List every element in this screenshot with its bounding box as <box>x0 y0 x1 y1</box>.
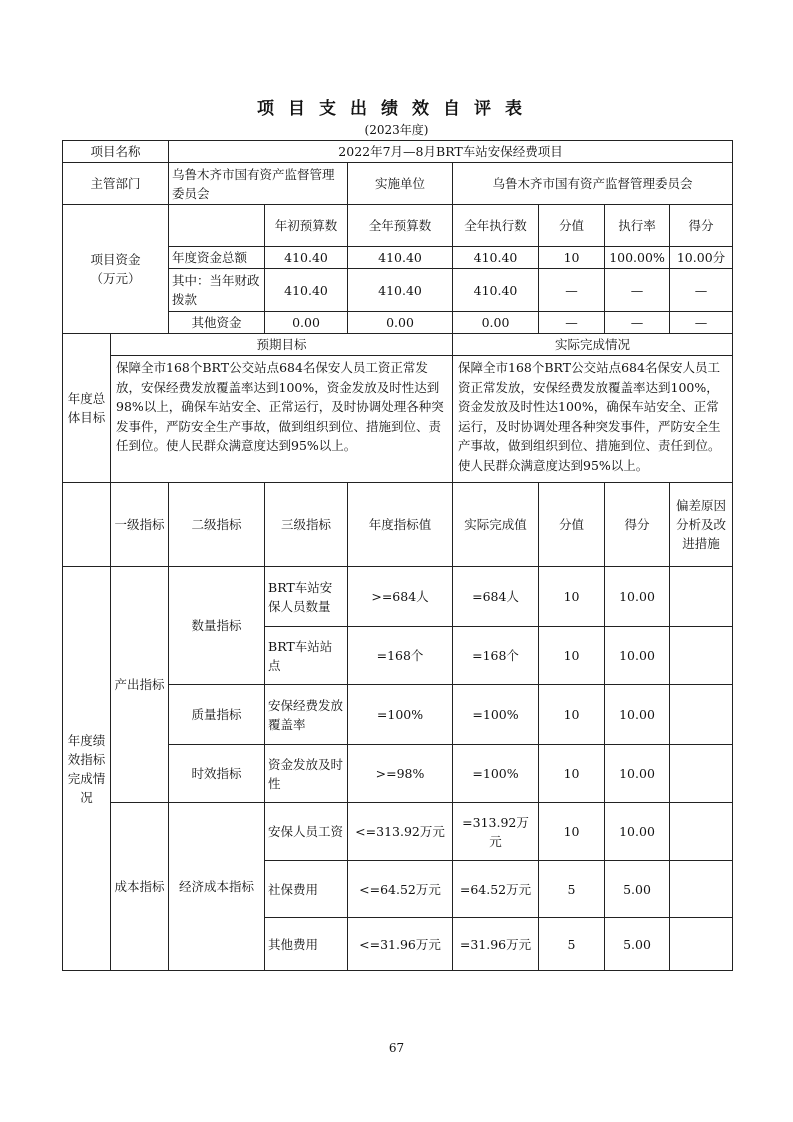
indicator-name: 资金发放及时性 <box>265 745 348 803</box>
indicator-name: 社保费用 <box>265 861 348 918</box>
level2-quality: 质量指标 <box>169 685 265 745</box>
funds-header: 执行率 <box>605 205 670 247</box>
funds-cell: 410.40 <box>348 247 453 269</box>
indicator-actual: =31.96万元 <box>453 918 539 971</box>
indicator-note <box>670 861 733 918</box>
indicator-score: 10.00 <box>605 627 670 685</box>
indicator-header: 得分 <box>605 483 670 567</box>
year-subtitle: (2023年度) <box>364 123 429 137</box>
funds-cell: — <box>539 269 605 312</box>
funds-cell: 410.40 <box>348 269 453 312</box>
actual-goal-header: 实际完成情况 <box>453 334 733 356</box>
project-name-label: 项目名称 <box>63 141 169 163</box>
indicator-target: =100% <box>348 685 453 745</box>
impl-label: 实施单位 <box>348 163 453 205</box>
level1-cost: 成本指标 <box>111 803 169 971</box>
indicator-actual: =100% <box>453 685 539 745</box>
funds-cell: — <box>605 312 670 334</box>
funds-cell: 100.00% <box>605 247 670 269</box>
indicator-header: 三级指标 <box>265 483 348 567</box>
funds-row-label: 其他资金 <box>169 312 265 334</box>
indicator-name: 安保人员工资 <box>265 803 348 861</box>
indicator-header: 年度指标值 <box>348 483 453 567</box>
indicator-note <box>670 918 733 971</box>
level2-quantity: 数量指标 <box>169 567 265 685</box>
indicator-target: >=98% <box>348 745 453 803</box>
indicator-target: <=64.52万元 <box>348 861 453 918</box>
indicator-score: 5.00 <box>605 918 670 971</box>
indicator-score: 10.00 <box>605 803 670 861</box>
funds-cell: 410.40 <box>453 247 539 269</box>
funds-cell: — <box>670 269 733 312</box>
expected-goal-text: 保障全市168个BRT公交站点684名保安人员工资正常发放，安保经费发放覆盖率达到100%，资金发放及时性达到98%以上，确保车站安全、正常运行，及时协调处理各种突发事件，严防安全生产事故，做到组织到位、措施到位、责任到位。使人民群众满意度达到95%以上。 <box>111 356 453 483</box>
indicator-note <box>670 803 733 861</box>
funds-header: 全年执行数 <box>453 205 539 247</box>
funds-row-label: 其中：当年财政拨款 <box>169 269 265 312</box>
funds-cell: 410.40 <box>265 269 348 312</box>
level2-timeliness: 时效指标 <box>169 745 265 803</box>
funds-cell: 10.00分 <box>670 247 733 269</box>
indicator-name: 其他费用 <box>265 918 348 971</box>
indicator-note <box>670 745 733 803</box>
indicator-actual: =168个 <box>453 627 539 685</box>
indicator-note <box>670 685 733 745</box>
indicator-score: 10.00 <box>605 685 670 745</box>
indicator-header-blank <box>63 483 111 567</box>
indicator-actual: =684人 <box>453 567 539 627</box>
indicator-name: BRT车站站点 <box>265 627 348 685</box>
indicators-section-label: 年度绩效指标完成情况 <box>63 567 111 971</box>
indicator-score-value: 5 <box>539 918 605 971</box>
page-title: 项目支出绩效自评表 <box>257 99 536 119</box>
dept-value: 乌鲁木齐市国有资产监督管理委员会 <box>169 163 348 205</box>
indicator-name: 安保经费发放覆盖率 <box>265 685 348 745</box>
indicator-header: 偏差原因分析及改进措施 <box>670 483 733 567</box>
expected-goal-header: 预期目标 <box>111 334 453 356</box>
indicator-score: 10.00 <box>605 745 670 803</box>
funds-cell: 10 <box>539 247 605 269</box>
indicator-score-value: 10 <box>539 567 605 627</box>
level1-output: 产出指标 <box>111 567 169 803</box>
funds-header: 得分 <box>670 205 733 247</box>
funds-cell: — <box>670 312 733 334</box>
indicator-score: 10.00 <box>605 567 670 627</box>
performance-table <box>62 140 733 971</box>
funds-cell: 0.00 <box>265 312 348 334</box>
actual-goal-text: 保障全市168个BRT公交站点684名保安人员工资正常发放，安保经费发放覆盖率达到100%，资金发放及时性达100%，确保车站安全、正常运行，及时协调处理各种突发事件，严防安全生产事故，做到组织到位、措施到位、责任到位。使人民群众满意度达到95%以上。 <box>453 356 733 483</box>
funds-cell: — <box>539 312 605 334</box>
indicator-name: BRT车站安保人员数量 <box>265 567 348 627</box>
funds-cell: 0.00 <box>453 312 539 334</box>
indicator-actual: =64.52万元 <box>453 861 539 918</box>
funds-header: 年初预算数 <box>265 205 348 247</box>
goals-label: 年度总体目标 <box>63 334 111 483</box>
funds-cell: — <box>605 269 670 312</box>
funds-cell: 0.00 <box>348 312 453 334</box>
indicator-note <box>670 567 733 627</box>
dept-label: 主管部门 <box>63 163 169 205</box>
indicator-target: <=313.92万元 <box>348 803 453 861</box>
indicator-score-value: 10 <box>539 745 605 803</box>
indicator-header: 实际完成值 <box>453 483 539 567</box>
indicator-header: 分值 <box>539 483 605 567</box>
impl-value: 乌鲁木齐市国有资产监督管理委员会 <box>453 163 733 205</box>
funds-label: 项目资金 （万元） <box>63 205 169 334</box>
page-number: 67 <box>388 1041 405 1055</box>
indicator-score: 5.00 <box>605 861 670 918</box>
funds-header: 分值 <box>539 205 605 247</box>
indicator-target: >=684人 <box>348 567 453 627</box>
project-name-value: 2022年7月—8月BRT车站安保经费项目 <box>169 141 733 163</box>
indicator-header: 一级指标 <box>111 483 169 567</box>
funds-row-label: 年度资金总额 <box>169 247 265 269</box>
indicator-score-value: 10 <box>539 803 605 861</box>
funds-header: 全年预算数 <box>348 205 453 247</box>
indicator-score-value: 10 <box>539 627 605 685</box>
indicator-actual: =100% <box>453 745 539 803</box>
indicator-score-value: 10 <box>539 685 605 745</box>
indicator-actual: =313.92万元 <box>453 803 539 861</box>
indicator-note <box>670 627 733 685</box>
indicator-score-value: 5 <box>539 861 605 918</box>
level2-economic-cost: 经济成本指标 <box>169 803 265 971</box>
funds-header-blank <box>169 205 265 247</box>
funds-cell: 410.40 <box>453 269 539 312</box>
indicator-header: 二级指标 <box>169 483 265 567</box>
funds-cell: 410.40 <box>265 247 348 269</box>
indicator-target: =168个 <box>348 627 453 685</box>
indicator-target: <=31.96万元 <box>348 918 453 971</box>
